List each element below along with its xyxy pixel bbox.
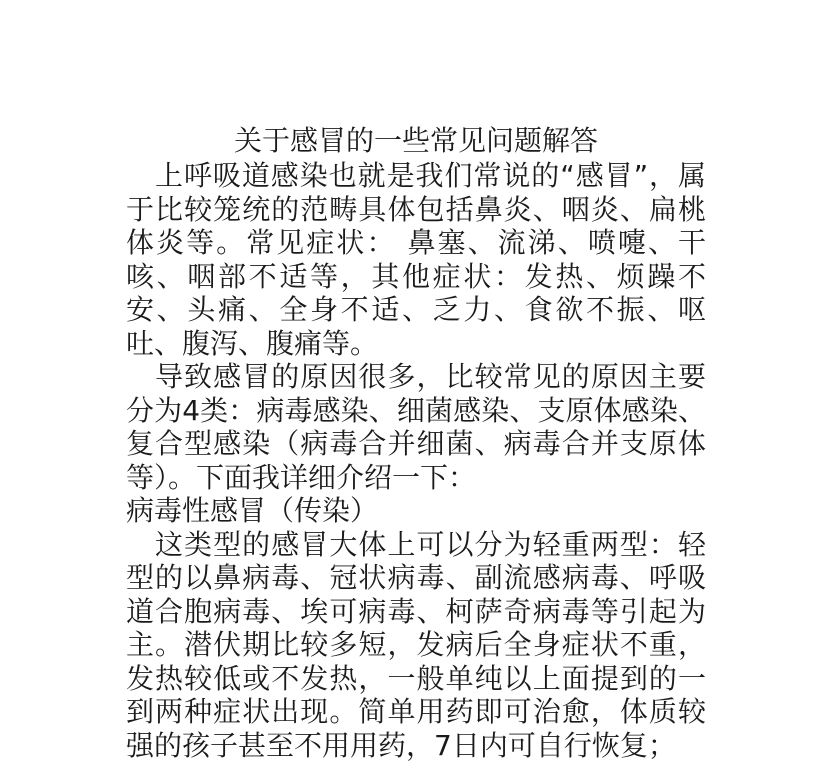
paragraph-causes: [126, 360, 706, 494]
text-line: 复合型感染（病毒合并细菌、病毒合并支原体: [126, 427, 706, 460]
text-line: 安、头痛、全身不适、乏力、食欲不振、呕: [126, 293, 706, 326]
section-heading: 病毒性感冒（传染）: [126, 494, 379, 527]
text-line: 导致感冒的原因很多，比较常见的原因主要: [155, 360, 706, 393]
document-title: 关于感冒的一些常见问题解答: [233, 124, 598, 157]
text-line: 道合胞病毒、埃可病毒、柯萨奇病毒等引起为: [126, 594, 706, 628]
text-line: 咳、咽部不适等，其他症状：发热、烦躁不: [126, 259, 706, 293]
text-line: 主。潜伏期比较多短，发病后全身症状不重，: [126, 628, 706, 661]
text-line: 发热较低或不发热，一般单纯以上面提到的一: [126, 661, 706, 695]
text-line: 分为4类：病毒感染、细菌感染、支原体感染、: [126, 393, 706, 427]
text-line: 于比较笼统的范畴具体包括鼻炎、咽炎、扁桃: [126, 192, 706, 226]
document-page: [126, 124, 706, 762]
text-line: 等）。下面我详细介绍一下：: [126, 460, 477, 494]
text-line: 体炎等。常见症状： 鼻塞、流涕、喷嚏、干: [126, 226, 706, 259]
text-line: 上呼吸道感染也就是我们常说的“感冒”，属: [155, 159, 706, 192]
paragraph-symptoms: [126, 159, 706, 360]
text-line: 到两种症状出现。简单用药即可治愈，体质较: [126, 695, 706, 728]
text-line: 这类型的感冒大体上可以分为轻重两型：轻: [155, 527, 706, 561]
text-line: 强的孩子甚至不用用药，7日内可自行恢复；: [126, 728, 676, 762]
text-line: 吐、腹泻、腹痛等。: [126, 326, 379, 360]
paragraph-viral-cold: [126, 528, 706, 763]
text-line: 型的以鼻病毒、冠状病毒、副流感病毒、呼吸: [126, 561, 706, 594]
section-heading-viral-cold: [126, 494, 706, 528]
